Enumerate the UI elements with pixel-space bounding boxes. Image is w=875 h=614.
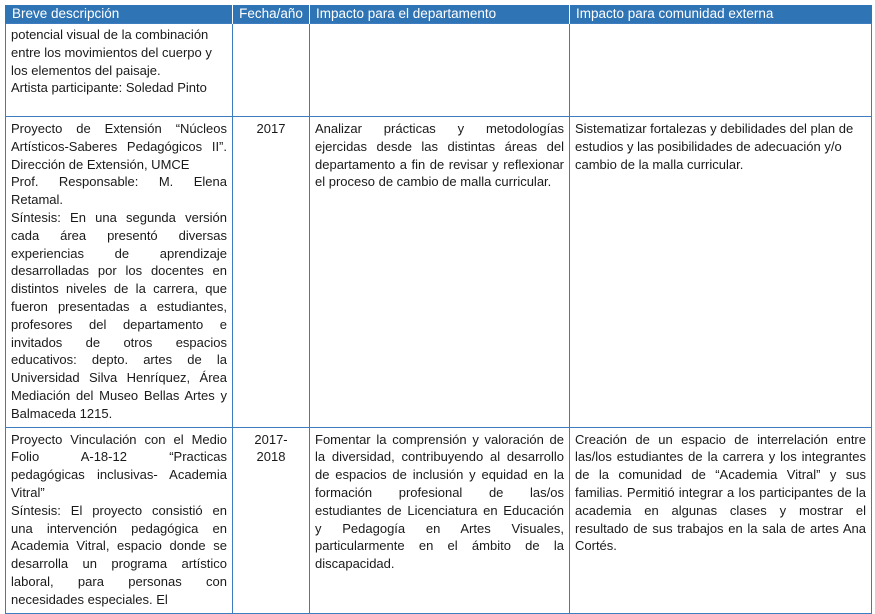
row-community-impact-cell: Creación de un espacio de interrelación entre las/los estudiantes de la carrera y los integrantes de la comunidad de “Academia Vitral” y sus familias. Permitió integrar a los participantes de la academia en algunas clases y mostrar el resultado de sus trabajos en la sala de artes Ana Cortés. [570,427,872,613]
row-description-cell [6,24,233,117]
row-description-extra: Prof. Responsable: M. Elena Retamal. [11,174,227,208]
row-description-cell [6,427,233,613]
header-year: Fecha/año [233,5,310,24]
table-row [6,427,872,613]
row-community-impact-cell [570,24,872,117]
row-dept-impact-cell: Fomentar la comprensión y valoración de la diversidad, contribuyendo al desarrollo de espacios de inclusión y equidad en la formación profesional de las/os estudiantes de Licenciatura en Educación y Pedagogía en Artes Visuales, particularmente en el ámbito de la discapacidad. [310,427,570,613]
row-description-cell [6,117,233,428]
row-year-cell: 2017 [233,117,310,428]
row-description-extra: Artista participante: Soledad Pinto [11,80,207,96]
table-row [6,117,872,428]
header-community-impact: Impacto para comunidad externa [570,5,872,24]
table-row [6,24,872,117]
activities-table [5,5,872,614]
row-dept-impact-cell: Analizar prácticas y metodologías ejercidas desde las distintas áreas del departamento a fin de revisar y reflexionar el proceso de cambio de malla curricular. [310,117,570,428]
row-description-text: Proyecto Vinculación con el Medio Folio A-18-12 “Practicas pedagógicas inclusivas- Academia Vitral” [11,431,227,500]
row-description-text: Proyecto de Extensión “Núcleos Artísticos-Saberes Pedagógicos II”. Dirección de Extensión, UMCE [11,121,227,172]
row-description-extra: Síntesis: El proyecto consistió en una intervención pedagógica en Academia Vitral, espacio donde se desarrolla un programa artístico laboral, para personas con necesidades especiales. El [11,502,227,607]
row-year-cell: 2017- 2018 [233,427,310,613]
table-header-row [6,5,872,24]
row-community-impact-cell: Sistematizar fortalezas y debilidades del plan de estudios y las posibilidades de adecuación y/o cambio de la malla curricular. [570,117,872,428]
header-dept-impact: Impacto para el departamento [310,5,570,24]
row-dept-impact-cell [310,24,570,117]
header-description: Breve descripción [6,5,233,24]
row-description-more: Síntesis: En una segunda versión cada área presentó diversas experiencias de aprendizaje desarrolladas por los docentes en distintos niveles de la carrera, que fueron presentadas a estudiantes, profesores del departamento e invitados de otros espacios educativos: depto. artes de la Universidad Silva Henríquez, Área Mediación del Museo Bellas Artes y Balmaceda 1215. [11,209,227,421]
row-year-cell [233,24,310,117]
row-description-text: potencial visual de la combinación entre los movimientos del cuerpo y los elementos del paisaje. [11,27,212,78]
